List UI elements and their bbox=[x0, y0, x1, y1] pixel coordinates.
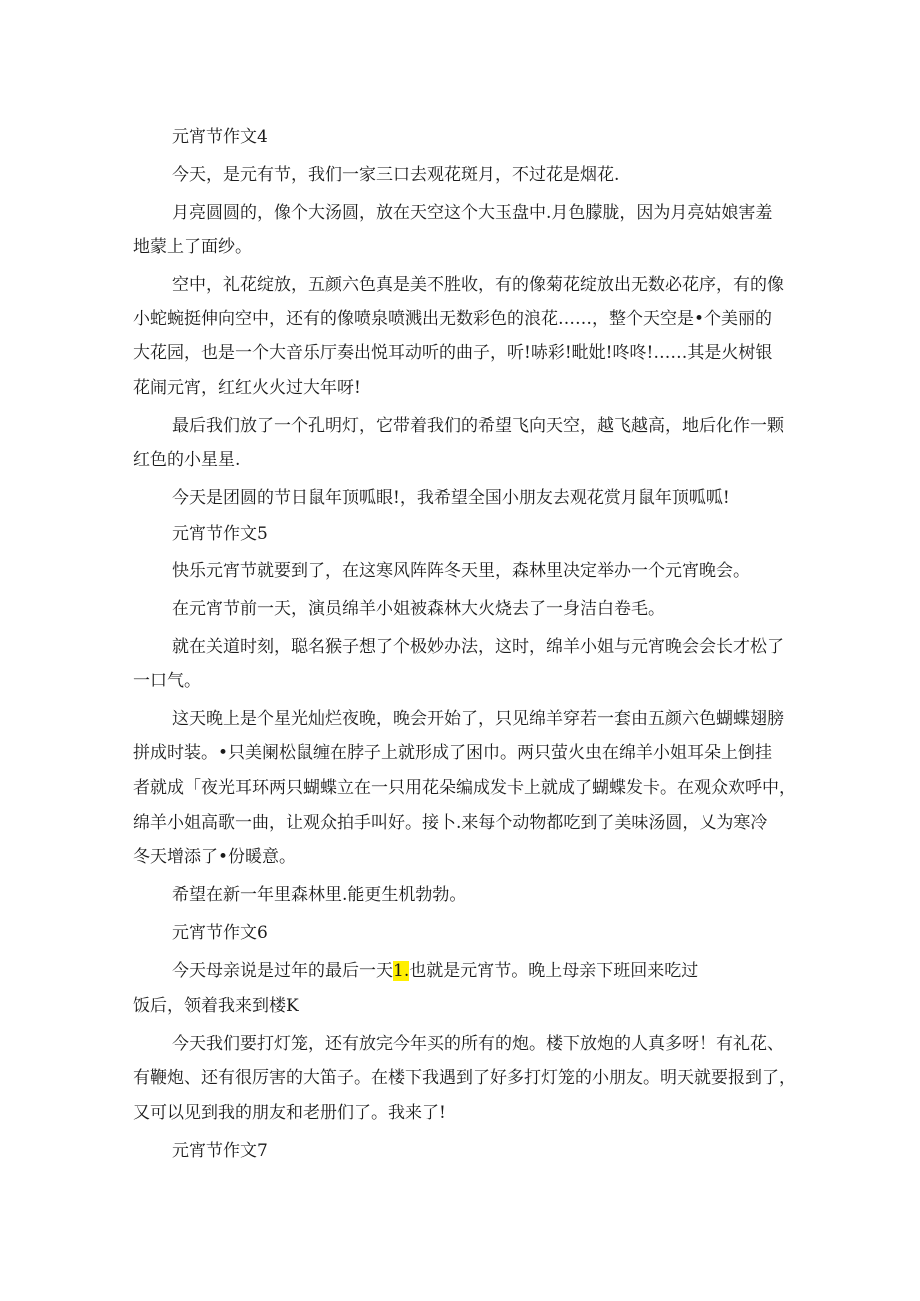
paragraph-line: 月亮圆圆的，像个大汤圆，放在天空这个大玉盘中.月色朦胧，因为月亮姑娘害羞 bbox=[172, 203, 773, 223]
paragraph-line: 空中，礼花绽放，五颜六色真是美不胜收，有的像菊花绽放出无数必花序，有的像 bbox=[172, 275, 784, 295]
paragraph-line: 就在关道时刻，聪名猴子想了个极妙办法，这时，绵羊小姐与元宵晚会会长才松了 bbox=[172, 637, 784, 657]
paragraph-line: 有鞭炮、还有很厉害的大笛子。在楼下我遇到了好多打灯笼的小朋友。明天就要报到了， bbox=[133, 1068, 796, 1088]
paragraph-line: 今天，是元有节，我们一家三口去观花斑月，不过花是烟花. bbox=[172, 165, 620, 185]
paragraph-line: 饭后，领着我来到楼K bbox=[133, 996, 299, 1016]
essay-heading: 元宵节作文7 bbox=[172, 1141, 268, 1161]
paragraph-line: 这天晚上是个星光灿烂夜晚，晚会开始了，只见绵羊穿若一套由五颜六色蝴蝶翅膀 bbox=[172, 709, 784, 729]
paragraph-line: 快乐元宵节就要到了，在这寒风阵阵冬天里，森林里决定举办一个元宵晚会。 bbox=[172, 561, 750, 581]
essay-heading: 元宵节作文4 bbox=[172, 127, 268, 147]
text-run: 今天母亲说是过年的最后一天 bbox=[172, 961, 393, 981]
paragraph-line: 一口气。 bbox=[133, 671, 201, 691]
paragraph-line: 今天我们要打灯笼，还有放完今年买的所有的炮。楼下放炮的人真多呀！有礼花、 bbox=[172, 1034, 784, 1054]
paragraph-line: 拼成时装。•只美阑松鼠缠在脖子上就形成了困巾。两只萤火虫在绵羊小姐耳朵上倒挂 bbox=[133, 743, 773, 763]
paragraph-line: 在元宵节前一天，演员绵羊小姐被森林大火烧去了一身洁白卷毛。 bbox=[172, 599, 665, 619]
paragraph-line: 希望在新一年里森林里.能更生机勃勃。 bbox=[172, 885, 467, 905]
text-run: 也就是元宵节。晚上母亲下班回来吃过 bbox=[409, 961, 699, 981]
paragraph-line: 冬天增添了•份暖意。 bbox=[133, 847, 297, 867]
essay-heading: 元宵节作文6 bbox=[172, 923, 268, 943]
paragraph-line: 绵羊小姐高歌一曲，让观众拍手叫好。接卜.来每个动物都吃到了美味汤圆，乂为寒冷 bbox=[133, 813, 768, 833]
paragraph-line: 今天是团圆的节日鼠年顶呱眼!，我希望全国小朋友去观花赏月鼠年顶呱呱! bbox=[172, 488, 730, 508]
paragraph-line: 小蛇蜿挺伸向空中，还有的像喷泉喷溅出无数彩色的浪花……，整个天空是•个美丽的 bbox=[133, 309, 773, 329]
paragraph-line: 大花园，也是一个大音乐厅奏出悦耳动听的曲子，听!哧彩!毗妣!咚咚!……其是火树银 bbox=[133, 343, 773, 363]
paragraph-line: 红色的小星星. bbox=[133, 450, 241, 470]
essay-heading: 元宵节作文5 bbox=[172, 524, 268, 544]
highlighted-mark: 1. bbox=[393, 961, 410, 981]
paragraph-line: 又可以见到我的朋友和老册们了。我来了! bbox=[133, 1103, 446, 1123]
paragraph-line: 最后我们放了一个孔明灯，它带着我们的希望飞向天空，越飞越高，地后化作一颗 bbox=[172, 416, 784, 436]
paragraph-line: 花闹元宵，红红火火过大年呀! bbox=[133, 378, 361, 398]
paragraph-line bbox=[172, 961, 792, 981]
paragraph-line: 地蒙上了面纱。 bbox=[133, 237, 252, 257]
paragraph-line: 者就成「夜光耳环两只蝴蝶立在一只用花朵编成发卡上就成了蝴蝶发卡。在观众欢呼中， bbox=[133, 778, 796, 798]
